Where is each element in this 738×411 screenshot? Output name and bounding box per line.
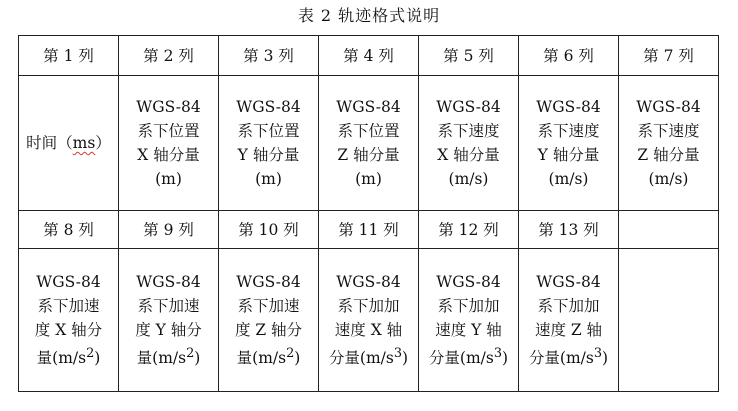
velocity-y-cell	[519, 76, 619, 211]
cell-line: WGS-84	[236, 98, 301, 116]
track-format-table	[18, 35, 719, 392]
cell-line: (m/s)	[548, 170, 589, 188]
cell-line: WGS-84	[36, 272, 101, 291]
cell-line: 系下速度	[637, 122, 700, 140]
time-unit-ms: ms	[72, 134, 96, 152]
cell-line: WGS-84	[236, 272, 301, 291]
cell-line: X 轴分量	[137, 146, 200, 164]
cell-line: 系下加加	[537, 296, 600, 315]
time-cell	[19, 76, 119, 211]
cell-line: 速度 X 轴	[334, 320, 403, 339]
unit-text: 量(m/s	[36, 349, 87, 368]
column-header-row-2	[19, 211, 719, 249]
cell-line: 系下位置	[137, 122, 200, 140]
description-row-2	[19, 249, 719, 392]
cell-line: WGS-84	[136, 98, 201, 116]
cell-line: Y 轴分量	[537, 146, 600, 164]
column-header: 第 11 列	[319, 211, 419, 249]
cell-line: (m)	[355, 170, 382, 188]
unit-text: 分量(m/s	[328, 349, 394, 368]
column-header: 第 10 列	[219, 211, 319, 249]
unit-line	[321, 342, 416, 370]
cell-line: 系下加速	[137, 296, 200, 315]
unit-exponent: 2	[86, 345, 95, 361]
time-label-suffix: ）	[95, 134, 111, 152]
cell-line: (m)	[155, 170, 182, 188]
unit-exponent: 3	[393, 345, 403, 361]
column-header: 第 6 列	[519, 36, 619, 76]
empty-header	[619, 211, 719, 249]
column-header: 第 7 列	[619, 36, 719, 76]
column-header: 第 1 列	[19, 36, 119, 76]
position-y-cell	[219, 76, 319, 211]
unit-line	[521, 342, 616, 370]
cell-line: Y 轴分量	[237, 146, 300, 164]
unit-text: 分量(m/s	[528, 349, 594, 368]
position-z-cell	[319, 76, 419, 211]
unit-close: )	[502, 349, 509, 368]
unit-close: )	[94, 349, 101, 368]
unit-exponent: 3	[593, 345, 603, 361]
cell-line: Z 轴分量	[337, 146, 400, 164]
acceleration-z-cell	[219, 249, 319, 392]
cell-line: WGS-84	[436, 98, 501, 116]
cell-line: X 轴分量	[437, 146, 500, 164]
velocity-z-cell	[619, 76, 719, 211]
unit-line	[121, 342, 216, 370]
jerk-x-cell	[319, 249, 419, 392]
unit-line	[421, 342, 516, 370]
time-label-prefix: 时间（	[26, 134, 73, 152]
unit-close: )	[194, 349, 201, 368]
cell-line: 系下加速	[237, 296, 300, 315]
unit-close: )	[402, 349, 409, 368]
unit-exponent: 2	[286, 345, 295, 361]
unit-text: 分量(m/s	[428, 349, 494, 368]
cell-line: 度 Z 轴分	[234, 320, 303, 339]
cell-line: 系下加加	[437, 296, 500, 315]
cell-line: WGS-84	[436, 272, 501, 291]
unit-close: )	[602, 349, 609, 368]
column-header: 第 9 列	[119, 211, 219, 249]
cell-line: WGS-84	[336, 272, 401, 291]
column-header-row-1	[19, 36, 719, 76]
column-header: 第 8 列	[19, 211, 119, 249]
unit-text: 量(m/s	[236, 349, 287, 368]
cell-line: WGS-84	[536, 272, 601, 291]
acceleration-x-cell	[19, 249, 119, 392]
position-x-cell	[119, 76, 219, 211]
cell-line: 系下位置	[237, 122, 300, 140]
unit-line	[21, 342, 116, 370]
unit-exponent: 3	[493, 345, 503, 361]
cell-line: WGS-84	[536, 98, 601, 116]
unit-exponent: 2	[186, 345, 195, 361]
cell-line: 速度 Z 轴	[534, 320, 603, 339]
acceleration-y-cell	[119, 249, 219, 392]
cell-line: WGS-84	[636, 98, 701, 116]
column-header: 第 4 列	[319, 36, 419, 76]
description-row-1	[19, 76, 719, 211]
column-header: 第 5 列	[419, 36, 519, 76]
cell-line: 系下位置	[337, 122, 400, 140]
cell-line: WGS-84	[336, 98, 401, 116]
column-header: 第 2 列	[119, 36, 219, 76]
cell-line: (m)	[255, 170, 282, 188]
cell-line: 度 Y 轴分	[135, 320, 202, 339]
column-header: 第 3 列	[219, 36, 319, 76]
jerk-z-cell	[519, 249, 619, 392]
table-caption: 表 2 轨迹格式说明	[297, 6, 441, 25]
velocity-x-cell	[419, 76, 519, 211]
cell-line: Z 轴分量	[637, 146, 700, 164]
cell-line: 系下速度	[437, 122, 500, 140]
cell-line: WGS-84	[136, 272, 201, 291]
column-header: 第 13 列	[519, 211, 619, 249]
cell-line: 度 X 轴分	[34, 320, 103, 339]
cell-line: 系下加加	[337, 296, 400, 315]
cell-line: 系下速度	[537, 122, 600, 140]
cell-line: 速度 Y 轴	[435, 320, 502, 339]
unit-line	[221, 342, 316, 370]
column-header: 第 12 列	[419, 211, 519, 249]
empty-cell	[619, 249, 719, 392]
unit-close: )	[294, 349, 301, 368]
cell-line: (m/s)	[648, 170, 689, 188]
cell-line: 系下加速	[37, 296, 100, 315]
cell-line: (m/s)	[448, 170, 489, 188]
jerk-y-cell	[419, 249, 519, 392]
unit-text: 量(m/s	[136, 349, 187, 368]
